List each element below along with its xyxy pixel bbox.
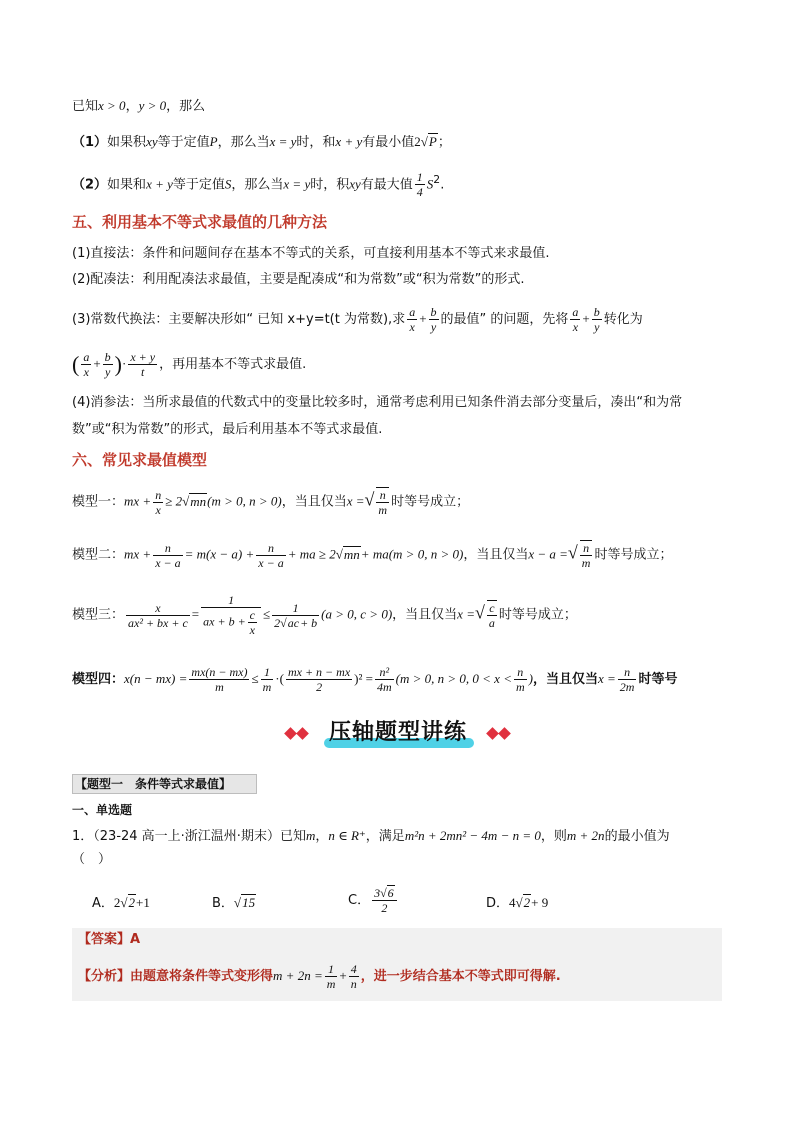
- question-text-b: ，: [315, 829, 329, 844]
- m3-f2d: y: [430, 320, 437, 334]
- answer-label: 【答案】: [78, 932, 131, 947]
- model1-end: 时等号成立；: [391, 494, 470, 510]
- question-text-c: ，满足: [365, 829, 405, 844]
- model1-sqrt-frac-inner: [376, 487, 389, 517]
- m3-rparen: ): [114, 351, 122, 377]
- analysis-plus: +: [339, 968, 347, 983]
- item2-fraction: [415, 170, 425, 199]
- analysis-expr: m + 2n =: [273, 968, 323, 983]
- model4-cend: ): [528, 671, 533, 686]
- model4-f3n: mx + n − mx: [287, 665, 351, 679]
- choice-b-label: B．: [212, 896, 234, 911]
- model3-f2d-a: ax + b +: [203, 614, 246, 629]
- topic-tag: 【题型一 条件等式求最值】: [72, 774, 257, 794]
- m3-plus: +: [419, 311, 427, 326]
- choice-a-rad: 2: [128, 895, 136, 910]
- analysis-label: 【分析】: [78, 969, 131, 984]
- model2-text: ，当且仅当: [463, 547, 529, 563]
- model3-eq: =: [191, 606, 200, 622]
- model4-cond: (m > 0, n > 0, 0 < x <: [395, 671, 512, 686]
- m3-f2n-3: b: [104, 350, 111, 364]
- rule-item-1: [72, 132, 451, 153]
- model3-end: 时等号成立；: [498, 607, 577, 623]
- m3-f3n: x + y: [130, 350, 156, 364]
- choice-a-pre: 2: [113, 895, 121, 910]
- model2-sqrt-frac: √: [567, 542, 578, 563]
- item1-xy: xy: [146, 134, 158, 149]
- m3-dot: ·: [122, 356, 127, 371]
- intro-sep: ，: [125, 99, 139, 114]
- analysis-line: [78, 962, 561, 991]
- choice-c-num: [372, 886, 397, 901]
- model3-f2d-cd: x: [249, 623, 255, 637]
- m3-f1n: a: [409, 305, 416, 319]
- question-text-a: 1．（23-24 高一上·浙江温州·期末）已知: [72, 829, 306, 844]
- m3-plus-3: +: [93, 356, 101, 371]
- model1-e2: ≥ 2: [165, 493, 183, 509]
- model1-sqrt-frac: √: [364, 489, 375, 510]
- m3-f1d-2: x: [572, 320, 579, 334]
- choice-c-num-sqrt: √6: [380, 886, 394, 900]
- model2-e2: = m(x − a) +: [184, 546, 255, 562]
- m3-lparen: (: [72, 351, 80, 377]
- section-heading-6: 六、常见求最值模型: [72, 451, 208, 469]
- choice-b[interactable]: [212, 893, 256, 914]
- model2-f1n: n: [153, 541, 182, 556]
- model4-frac2: [261, 665, 274, 694]
- m3-f1n-3: a: [83, 350, 90, 364]
- model3-f3d: [272, 616, 319, 630]
- section-heading-5: 五、利用基本不等式求最值的几种方法: [72, 213, 328, 231]
- model3-sd: a: [488, 616, 495, 630]
- item2-xplusy: x + y: [146, 176, 173, 192]
- model1-e1: mx +: [124, 493, 152, 509]
- model2-e3: + ma ≥ 2: [287, 546, 336, 562]
- choice-a[interactable]: [92, 893, 150, 914]
- model4-f2n: 1: [261, 665, 274, 680]
- model3-frac1: [126, 601, 190, 630]
- model2-sn: n: [580, 541, 593, 556]
- choice-a-sqrt: √2: [120, 895, 136, 910]
- m3-f1n-2: a: [572, 305, 579, 319]
- model1-fn: n: [155, 487, 162, 502]
- choice-c[interactable]: [348, 886, 399, 915]
- analysis-text-a: 由题意将条件等式变形得: [130, 969, 274, 984]
- banner-title: 压轴题型讲练: [328, 720, 467, 745]
- method-4-line-2: 数”或“积为常数”的形式，最后利用基本不等式求最值.: [72, 422, 383, 437]
- section-banner: [284, 716, 514, 750]
- model2-sd: m: [581, 556, 591, 570]
- analysis-f1n: 1: [325, 962, 338, 977]
- model3-f1n: x: [126, 601, 190, 616]
- model4-xn: n: [618, 665, 637, 680]
- item1-sqrt: √P: [420, 134, 437, 149]
- model3-label: 模型三：: [72, 607, 125, 623]
- m3-f1d: x: [409, 320, 415, 334]
- answer-value: A: [130, 932, 141, 947]
- item2-number: （2）: [72, 177, 108, 193]
- model2-frac1: [153, 541, 182, 570]
- item2-text4: 时，积: [310, 177, 350, 193]
- analysis-frac2: [349, 962, 359, 991]
- model4-text: ，当且仅当: [532, 672, 598, 687]
- method3-text-b: 的最值” 的问题，先将: [440, 312, 569, 327]
- item1-text4: 时，和: [296, 135, 336, 150]
- choice-d-sqrt: √2: [515, 895, 531, 910]
- m3-plus-2: +: [582, 311, 590, 326]
- item1-end: ；: [437, 135, 451, 150]
- model3-xe: x =: [457, 606, 475, 622]
- model2-sqrt: √mn: [335, 546, 360, 562]
- item2-S2: S: [426, 176, 434, 192]
- intro-line: [72, 96, 205, 117]
- model3-f2d-frac: [248, 608, 257, 637]
- method-3-cont: [72, 350, 306, 379]
- model1-frac: [153, 488, 163, 517]
- model1-sqrt: √mn: [182, 493, 207, 509]
- m3-f2n-2: b: [593, 305, 600, 319]
- question-m: m: [305, 828, 316, 843]
- method3-frac-b-y-2: [592, 305, 602, 334]
- model3-sqrt-frac-inner: [487, 600, 497, 630]
- item1-two: 2: [414, 134, 421, 149]
- item2-xy: xy: [349, 176, 361, 192]
- method3-frac-a-x-3: [81, 350, 91, 379]
- choice-c-den: 2: [381, 901, 388, 915]
- method3-frac-a-x: [407, 305, 417, 334]
- section-single-choice: 一、单选题: [72, 803, 133, 817]
- analysis-f2d: n: [350, 977, 357, 991]
- m3-f3d: t: [141, 365, 145, 379]
- model1-sd: m: [378, 503, 388, 517]
- model3-f2d: [201, 608, 261, 637]
- method3-frac-b-y: [429, 305, 439, 334]
- m3-f2n: b: [430, 305, 437, 319]
- model3-f3d-sqrt: √ac: [280, 615, 300, 630]
- method-3: [72, 305, 643, 334]
- model-1: [72, 487, 469, 517]
- model4-xd: 2m: [619, 680, 635, 694]
- choice-a-label: A．: [92, 896, 114, 911]
- choice-d-label: D．: [486, 896, 510, 911]
- model3-f3n: 1: [272, 601, 319, 616]
- item1-text2: 等于定值: [157, 135, 210, 150]
- item1-text3: ，那么当: [217, 135, 270, 150]
- answer-line: [78, 930, 140, 950]
- model-4: [72, 665, 677, 694]
- model3-sn: c: [487, 601, 497, 616]
- model4-e1: x(n − mx) =: [124, 671, 188, 686]
- model2-sqrt-frac-inner: [580, 540, 593, 570]
- model4-cd: m: [515, 680, 525, 694]
- model3-f1d: ax² + bx + c: [128, 615, 188, 630]
- model3-sqrt-frac: √: [474, 602, 485, 623]
- model4-frac-cond: [514, 665, 527, 694]
- rule-item-2: [72, 170, 444, 199]
- intro-then: ，那么: [166, 99, 206, 114]
- item2-end: .: [440, 177, 445, 193]
- choice-a-post: +1: [136, 895, 150, 910]
- model4-frac4: [375, 665, 394, 694]
- model3-le: ≤: [263, 606, 271, 622]
- model4-sq: )² =: [354, 671, 373, 686]
- analysis-f2n: 4: [350, 962, 357, 976]
- item2-sup: 2: [433, 173, 441, 186]
- method3-text-d: ，再用基本不等式求最值.: [159, 357, 307, 372]
- model3-f3d-rad: ac: [287, 615, 300, 630]
- question-paren: （ ）: [72, 852, 112, 867]
- x-positive: x > 0: [98, 98, 126, 113]
- m3-f2d-3: y: [105, 365, 111, 379]
- item2-text3: ，那么当: [231, 177, 284, 193]
- model4-dot: ·(: [275, 671, 284, 686]
- choice-b-sqrt: √15: [233, 895, 256, 910]
- method3-text-c: 转化为: [603, 312, 643, 327]
- item2-text5: 有最大值: [360, 177, 413, 193]
- m3-f2d-2: y: [594, 320, 600, 334]
- model2-e1: mx +: [124, 546, 152, 562]
- question-nR: n ∈ R⁺: [328, 828, 366, 843]
- choice-d-rad: 2: [523, 895, 531, 910]
- model2-f2n: n: [256, 541, 285, 556]
- model3-text: ，当且仅当: [392, 607, 458, 623]
- method-1: (1)直接法：条件和问题间存在基本不等式的关系，可直接利用基本不等式来求最值.: [72, 246, 550, 261]
- analysis-frac1: [325, 962, 338, 991]
- model2-rad: mn: [343, 546, 360, 562]
- item1-sqrt-radicand: P: [428, 134, 437, 149]
- model4-frac1: [189, 665, 249, 694]
- model1-e3: (m > 0, n > 0): [207, 493, 282, 509]
- choice-c-num-rad: 6: [387, 886, 394, 900]
- model3-f2d-cn: c: [249, 608, 255, 622]
- model1-sn: n: [376, 488, 389, 503]
- model2-e4: + ma(m > 0, n > 0): [360, 546, 464, 562]
- model1-fd: x: [155, 502, 161, 517]
- model4-le: ≤: [251, 671, 259, 686]
- model-3: [72, 593, 577, 637]
- method-4-line-1: (4)消参法：当所求最值的代数式中的变量比较多时，通常考虑利用已知条件消去部分变量后，凑出“和为常: [72, 395, 683, 410]
- item1-xeqy: x = y: [269, 134, 297, 149]
- choice-c-num-pre: 3: [374, 886, 381, 900]
- model4-f1n: mx(n − mx): [191, 665, 248, 679]
- choice-d-pre: 4: [509, 895, 516, 910]
- model2-xe: x − a =: [528, 546, 568, 562]
- model4-end: 时等号: [638, 672, 678, 687]
- model3-f3d-b: + b: [300, 615, 318, 630]
- model4-frac3: [286, 665, 352, 694]
- model4-frac-x: [618, 665, 637, 694]
- item2-frac-den: 4: [416, 185, 423, 200]
- model1-xe: x =: [346, 493, 365, 509]
- question-expr: m + 2n: [566, 828, 605, 843]
- model3-cond: (a > 0, c > 0): [321, 606, 393, 622]
- model3-frac3: [272, 601, 319, 630]
- model-2: [72, 540, 672, 570]
- m3-f1d-3: x: [83, 365, 89, 379]
- y-positive: y > 0: [138, 98, 167, 113]
- model4-xe: x =: [598, 671, 616, 686]
- method3-frac-a-x-2: [570, 305, 580, 334]
- model4-cn: n: [514, 665, 527, 680]
- answer-box: [72, 928, 722, 1001]
- model4-f4d: 4m: [376, 680, 392, 694]
- question-1: [72, 826, 670, 847]
- method-2: (2)配凑法：利用配凑法求最值，主要是配凑成“和为常数”或“积为常数”的形式.: [72, 272, 525, 287]
- item1-xplusy: x + y: [335, 134, 363, 149]
- question-text-d: ，则: [540, 829, 567, 844]
- question-condition: m²n + 2mn² − 4m − n = 0: [404, 828, 541, 843]
- choice-b-rad: 15: [242, 895, 256, 910]
- item2-xeqy: x = y: [283, 176, 311, 192]
- model2-label: 模型二：: [72, 547, 125, 563]
- analysis-text-b: ，进一步结合基本不等式即可得解.: [360, 969, 561, 984]
- item1-P: P: [209, 134, 218, 149]
- method3-frac-b-y-3: [103, 350, 113, 379]
- model4-label: 模型四：: [72, 672, 125, 687]
- model1-label: 模型一：: [72, 494, 125, 510]
- model2-f2d: x − a: [258, 555, 284, 570]
- model2-frac2: [256, 541, 285, 570]
- model2-f1d: x − a: [155, 555, 181, 570]
- choice-c-label: C．: [348, 893, 371, 908]
- item2-frac-num: 1: [416, 170, 423, 185]
- model1-rad: mn: [190, 493, 207, 509]
- model3-f3d-a: 2: [274, 615, 281, 630]
- model3-frac2: [201, 593, 261, 637]
- item2-S: S: [224, 176, 232, 192]
- model4-f4n: n²: [375, 665, 394, 680]
- choice-c-frac: [372, 886, 397, 915]
- model1-text: ，当且仅当: [281, 494, 347, 510]
- item2-text1: 如果和: [107, 177, 147, 193]
- item2-text2: 等于定值: [172, 177, 225, 193]
- choice-d-post: + 9: [531, 895, 549, 910]
- method3-frac-xy-t: [128, 350, 157, 379]
- item1-number: （1）: [72, 135, 108, 150]
- analysis-f1d: m: [326, 977, 336, 991]
- item1-text5: 有最小值: [362, 135, 415, 150]
- model4-f3d: 2: [316, 680, 323, 694]
- choice-d[interactable]: [486, 893, 548, 914]
- item1-text1: 如果积: [107, 135, 147, 150]
- intro-known: 已知: [72, 99, 99, 114]
- model3-f2n: 1: [201, 593, 261, 608]
- method3-text-a: (3)常数代换法：主要解决形如“ 已知 x+y=t(t 为常数),求: [72, 312, 406, 327]
- question-text-e: 的最小值为: [604, 829, 670, 844]
- model4-f1d: m: [215, 680, 224, 694]
- model2-end: 时等号成立；: [594, 547, 673, 563]
- model4-f2d: m: [262, 680, 272, 694]
